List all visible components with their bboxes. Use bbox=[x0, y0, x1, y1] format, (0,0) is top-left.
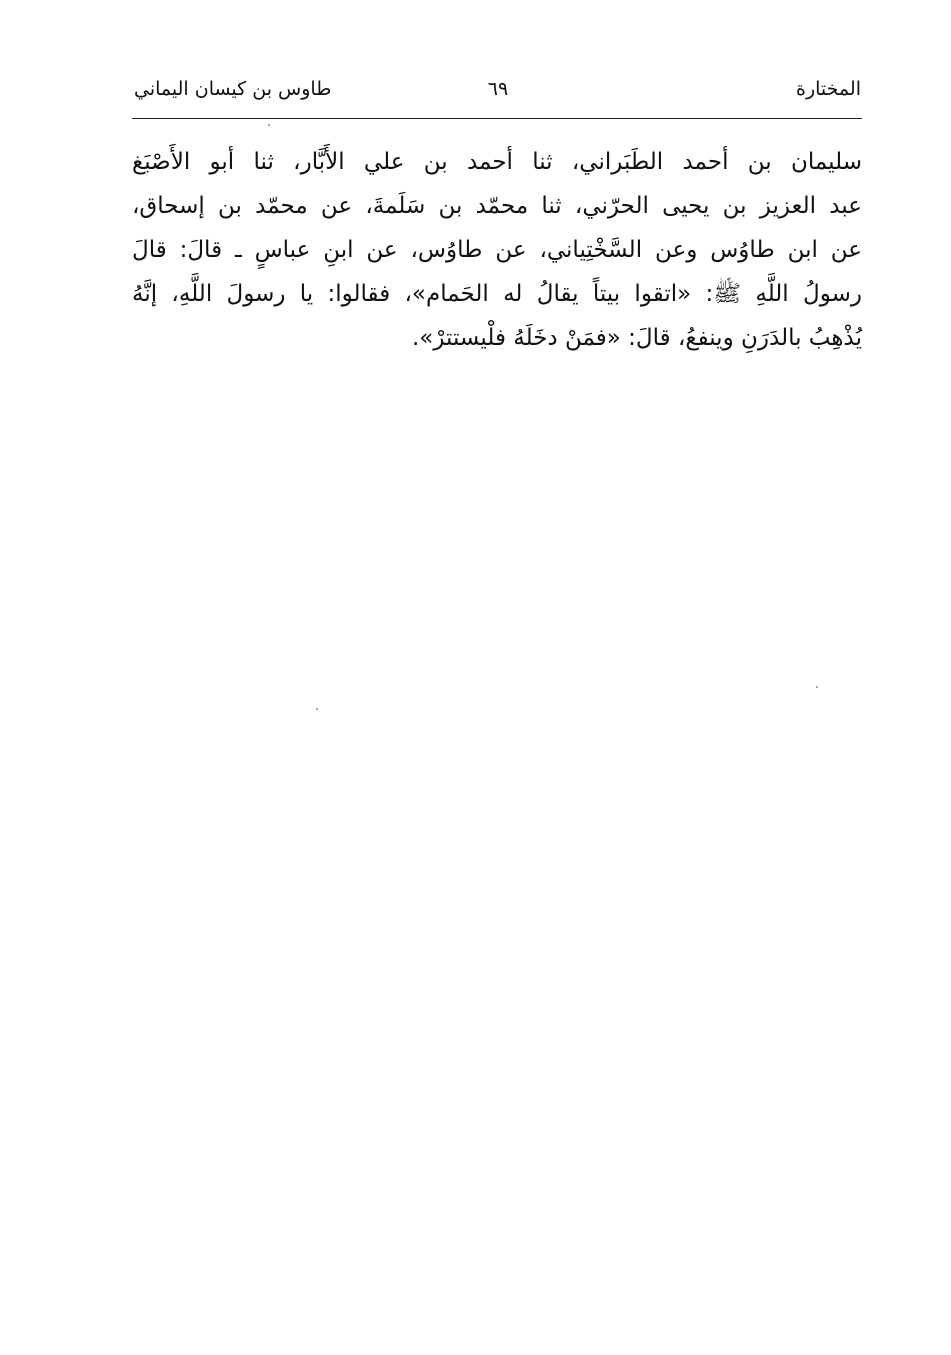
scan-speck bbox=[816, 686, 818, 688]
text-line: رسولُ اللَّهِ ﷺ: «اتقوا بيتاً يقالُ له الحَمام»، فقالوا: يا رسولَ اللَّهِ، إنَّهُ bbox=[132, 281, 862, 307]
page-number: ٦٩ bbox=[487, 78, 509, 100]
text-line: يُذْهِبُ بالدَرَنِ وينفعُ، قالَ: «فمَنْ دخَلَهُ فلْيستترْ». bbox=[411, 325, 862, 351]
running-header bbox=[134, 68, 861, 118]
body-paragraph bbox=[132, 140, 862, 360]
scan-speck bbox=[316, 708, 318, 710]
text-line: عن ابن طاوُس وعن السَّخْتِياني، عن طاوُس، عن ابنِ عباسٍ ـ قالَ: قالَ bbox=[132, 237, 862, 263]
text-line: عبد العزيز بن يحيى الحرّني، ثنا محمّد بن سَلَمةَ، عن محمّد بن إسحاق، bbox=[132, 193, 862, 219]
scan-speck bbox=[268, 124, 270, 126]
book-title: المختارة bbox=[796, 78, 861, 100]
text-line: سليمان بن أحمد الطَبَراني، ثنا أحمد بن علي الأَبَّار، ثنا أبو الأَصْبَغ bbox=[132, 149, 862, 175]
section-title: طاوس بن كيسان اليماني bbox=[134, 78, 332, 100]
header-rule bbox=[132, 118, 862, 119]
